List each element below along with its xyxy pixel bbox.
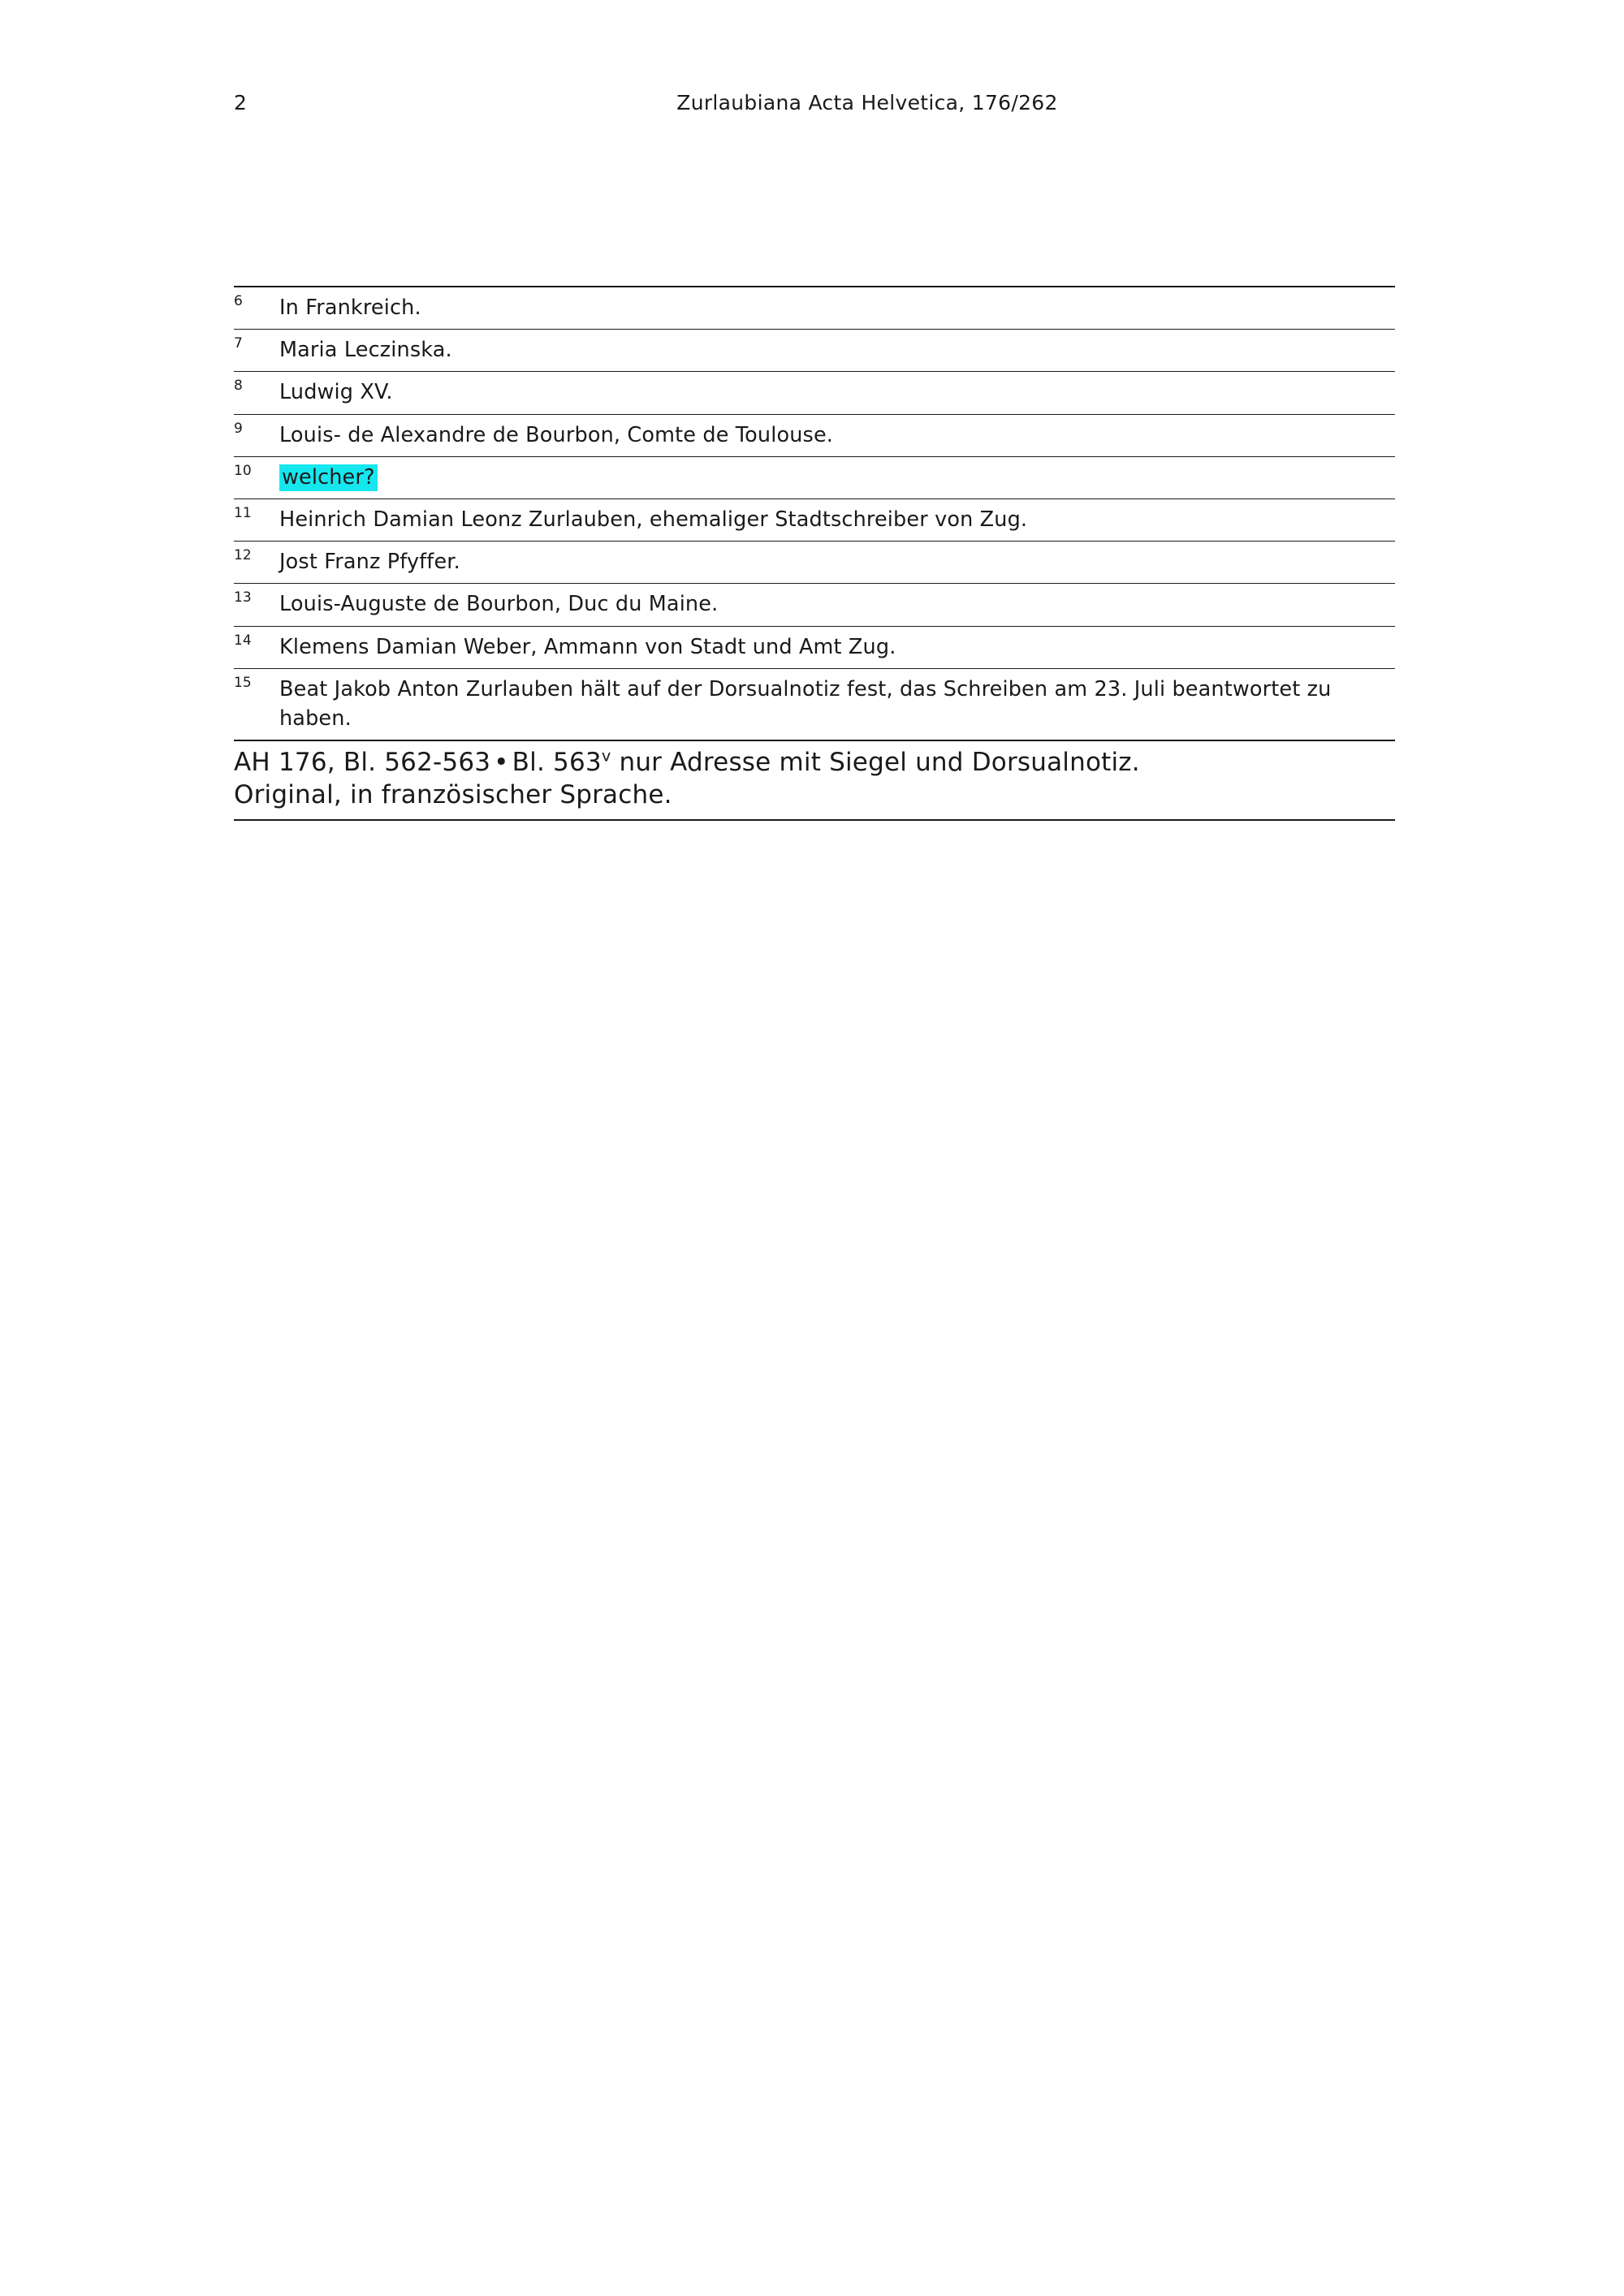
footnote-text: Maria Leczinska. xyxy=(279,338,452,363)
shelfmark: AH 176, Bl. 562-563 xyxy=(234,748,491,777)
footnote-row xyxy=(234,542,1395,584)
footnote-row xyxy=(234,415,1395,457)
footnote-number: 9 xyxy=(234,420,243,437)
footnote-number: 8 xyxy=(234,378,243,395)
footnote-apparatus xyxy=(234,286,1395,741)
source-note-line-2: Original, in französischer Sprache. xyxy=(234,779,672,809)
footnote-number: 14 xyxy=(234,632,252,649)
page-number: 2 xyxy=(234,91,248,114)
footnote-text: Louis-Auguste de Bourbon, Duc du Maine. xyxy=(279,592,719,617)
highlighted-footnote-text: welcher? xyxy=(279,464,378,491)
verso-superscript: v xyxy=(601,746,611,766)
footnote-text: In Frankreich. xyxy=(279,296,421,320)
footnote-row xyxy=(234,330,1395,372)
footnote-text: Beat Jakob Anton Zurlauben hält auf der Dorsualnotiz fest, das Schreiben am 23. Juli beantwortet zu haben. xyxy=(279,676,1332,732)
footnote-row xyxy=(234,627,1395,669)
footnote-number: 15 xyxy=(234,674,252,691)
footnote-row-highlighted xyxy=(234,457,1395,499)
footnote-text: Heinrich Damian Leonz Zurlauben, ehemaliger Stadtschreiber von Zug. xyxy=(279,507,1028,533)
footnote-row xyxy=(234,372,1395,414)
footnote-row xyxy=(234,499,1395,542)
footnote-text: Ludwig XV. xyxy=(279,380,393,405)
footnote-text: Klemens Damian Weber, Ammann von Stadt und Amt Zug. xyxy=(279,634,896,659)
source-note-block xyxy=(234,747,1395,821)
footnote-row xyxy=(234,669,1395,741)
folio-description: nur Adresse mit Siegel und Dorsualnotiz. xyxy=(619,748,1140,777)
footnote-number: 13 xyxy=(234,589,252,606)
footnote-text: Jost Franz Pfyffer. xyxy=(279,550,460,575)
footnote-text-container xyxy=(279,463,1395,492)
bullet-separator: • xyxy=(494,748,509,777)
footnote-number: 7 xyxy=(234,335,243,352)
running-title: Zurlaubiana Acta Helvetica, 176/262 xyxy=(676,91,1058,114)
running-head xyxy=(234,91,1395,123)
footnote-row xyxy=(234,287,1395,330)
source-note-lines xyxy=(234,747,1395,819)
source-note-bottom-rule xyxy=(234,819,1395,821)
folio-reference: Bl. 563 xyxy=(512,748,602,777)
footnote-row xyxy=(234,584,1395,626)
source-note-line-1 xyxy=(234,747,1395,779)
footnote-number: 10 xyxy=(234,462,252,479)
footnote-number: 11 xyxy=(234,505,252,522)
footnote-text: Louis- de Alexandre de Bourbon, Comte de Toulouse. xyxy=(279,422,834,447)
footnote-number: 6 xyxy=(234,293,243,309)
footnote-number: 12 xyxy=(234,547,252,564)
